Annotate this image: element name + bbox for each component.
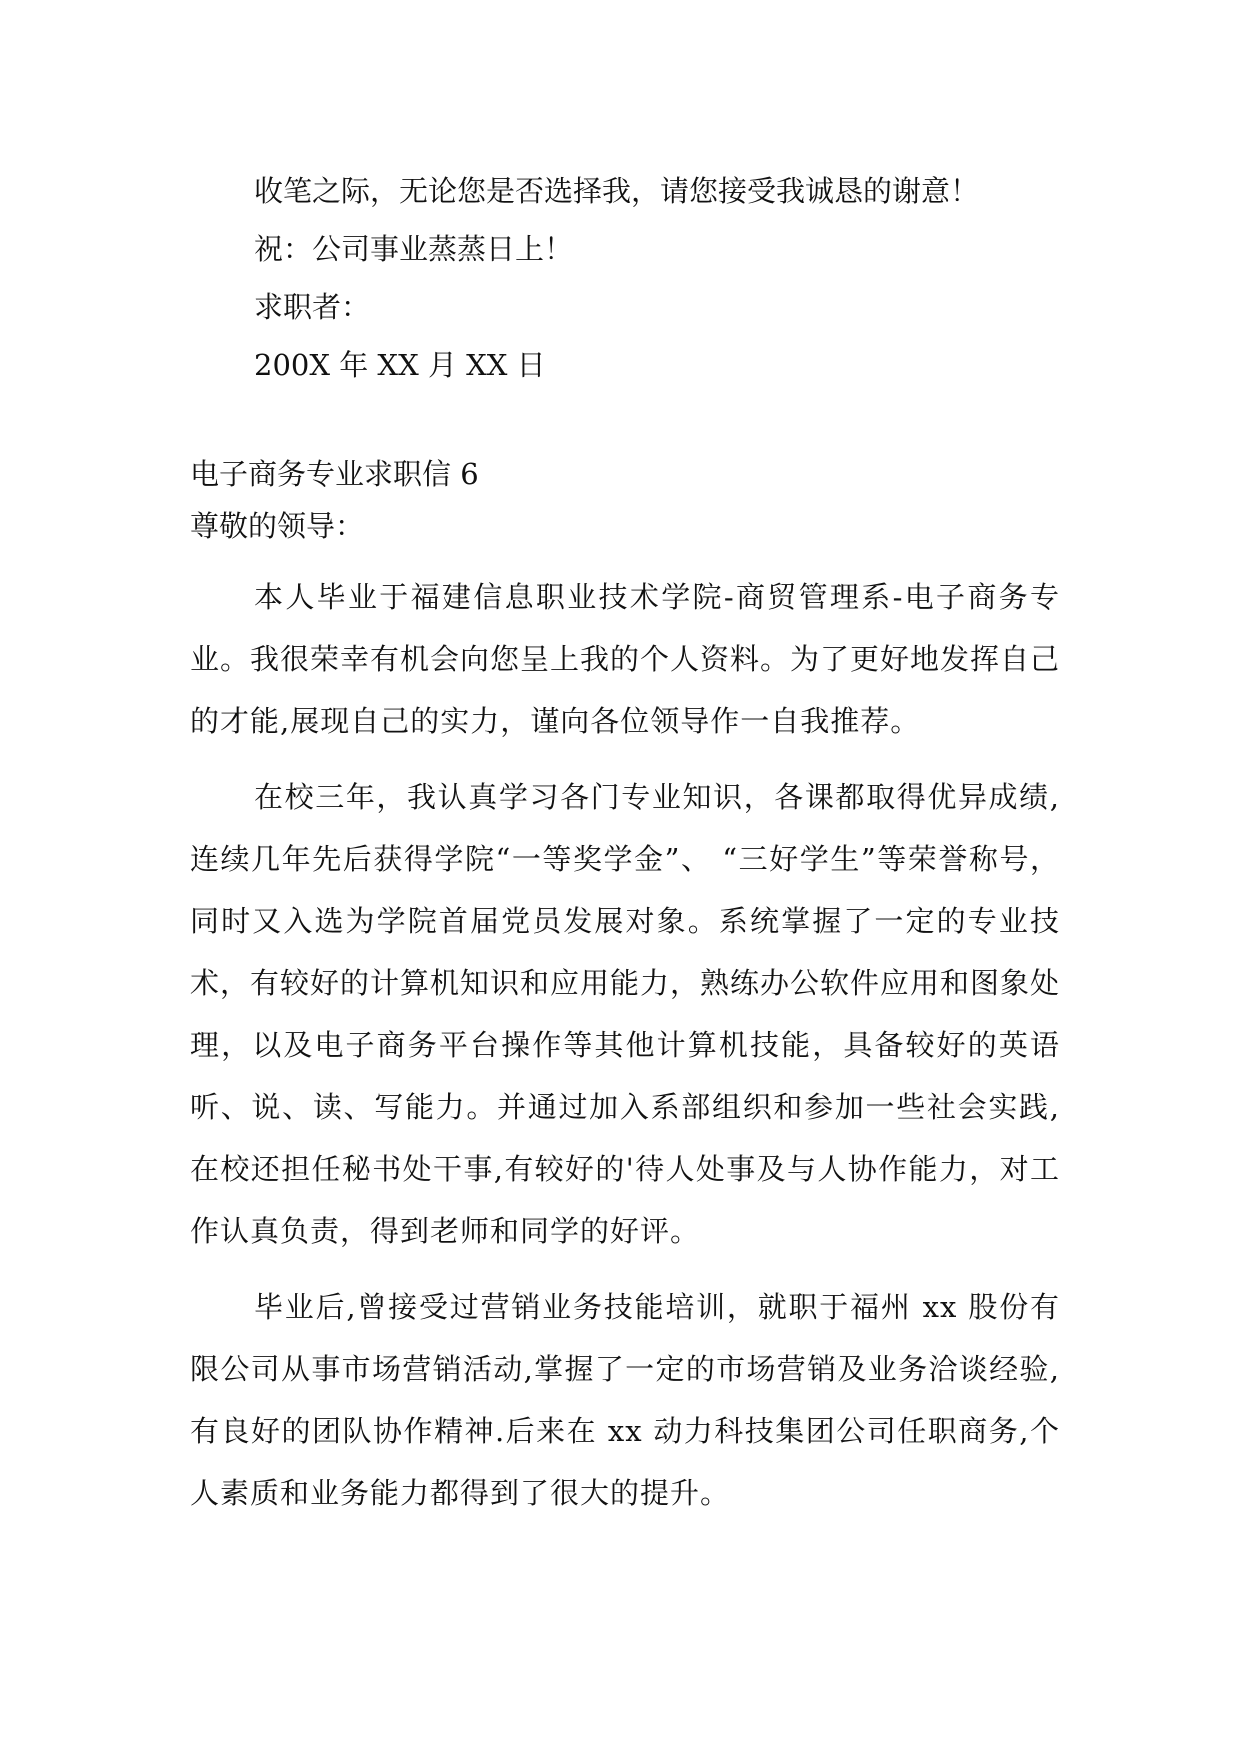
letter-closing — [190, 162, 1060, 394]
body-paragraph: 本人毕业于福建信息职业技术学院-商贸管理系-电子商务专业。我很荣幸有机会向您呈上我的个人资料。为了更好地发挥自己的才能,展现自己的实力，谨向各位领导作一自我推荐。 — [190, 580, 1061, 738]
closing-signature-label: 求职者： — [254, 290, 371, 324]
closing-date: 200X 年 XX 月 XX 日 — [254, 348, 546, 382]
closing-thanks-line: 收笔之际，无论您是否选择我，请您接受我诚恳的谢意！ — [254, 174, 980, 208]
closing-wish-line: 祝：公司事业蒸蒸日上！ — [254, 232, 574, 266]
letter-section — [190, 448, 1060, 1524]
letter-salutation: 尊敬的领导： — [190, 509, 365, 543]
letter-title: 电子商务专业求职信 6 — [190, 457, 479, 491]
body-paragraph: 毕业后,曾接受过营销业务技能培训，就职于福州 xx 股份有限公司从事市场营销活动,掌握了一定的市场营销及业务洽谈经验,有良好的团队协作精神.后来在 xx 动力科技集团公司任职商务,个人素质和业务能力都得到了很大的提升。 — [190, 1290, 1060, 1510]
body-paragraph: 在校三年，我认真学习各门专业知识，各课都取得优异成绩,连续几年先后获得学院“一等奖学金”、 “三好学生”等荣誉称号，同时又入选为学院首届党员发展对象。系统掌握了一定的专业技术，有较好的计算机知识和应用能力，熟练办公软件应用和图象处理，以及电子商务平台操作等其他计算机技能，具备较好的英语听、说、读、写能力。并通过加入系部组织和参加一些社会实践,在校还担任秘书处干事,有较好的'待人处事及与人协作能力，对工作认真负责，得到老师和同学的好评。 — [190, 780, 1061, 1248]
